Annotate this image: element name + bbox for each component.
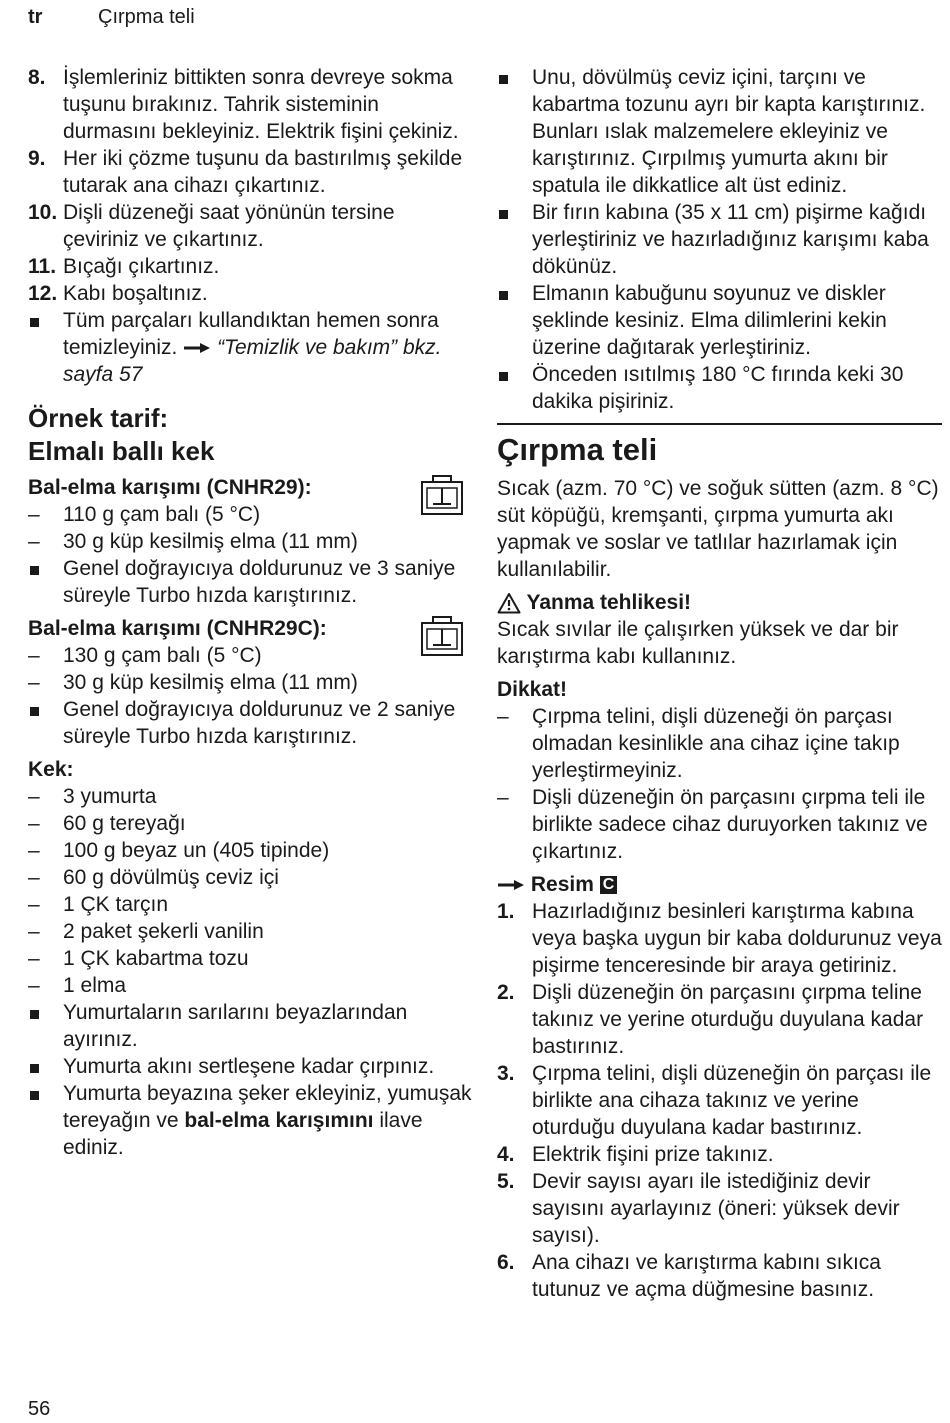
left-column — [28, 64, 473, 1161]
ingredient-item: – 60 g dövülmüş ceviz içi — [28, 866, 279, 889]
ingredient-item: – 1 ÇK tarçın — [28, 893, 169, 916]
bullet-square-icon — [30, 1010, 39, 1019]
ingredient-item: – 100 g beyaz un (405 tipinde) — [28, 839, 330, 862]
arrow-right-icon — [497, 879, 525, 891]
bullet-square-icon — [30, 566, 39, 575]
instruction-item: Yumurta beyazına şeker ekleyiniz, yumuşak tereyağın ve bal-elma karışımını ilave ediniz. — [28, 1080, 473, 1161]
mix1-heading: Bal-elma karışımı (CNHR29): — [28, 474, 473, 501]
instruction-item: Elmanın kabuğunu soyunuz ve diskler şeklinde kesiniz. Elma dilimlerini kekin üzerine dağıtarak yerleştiriniz. — [497, 280, 942, 361]
instruction-item: Önceden ısıtılmış 180 °C fırında keki 30 dakika pişiriniz. — [497, 361, 942, 415]
ingredient-item: – 60 g tereyağı — [28, 812, 186, 835]
page-number: 56 — [28, 1398, 51, 1420]
ingredient-item: – 30 g küp kesilmiş elma (11 mm) — [28, 530, 358, 553]
caution-heading: Dikkat! — [497, 678, 568, 701]
caution-item: – Çırpma telini, dişli düzeneği ön parçası olmadan kesinlikle ana cihaz içine takıp yerleştirmeyiniz. — [497, 705, 900, 782]
step-item: 9. Her iki çözme tuşunu da bastırılmış şekilde tutarak ana cihazı çıkartınız. — [28, 147, 463, 197]
intro-text: Sıcak (azm. 70 °C) ve soğuk sütten (azm. 8 °C) süt köpüğü, kremşanti, çırpma yumurta akı yapmak ve soslar ve tatlılar hazırlamak için kullanılabilir. — [497, 477, 939, 581]
ingredient-item: – 1 ÇK kabartma tozu — [28, 947, 249, 970]
instruction-item: Genel doğrayıcıya doldurunuz ve 2 saniye süreyle Turbo hızda karıştırınız. — [28, 696, 473, 750]
warning-text: Sıcak sıvılar ile çalışırken yüksek ve dar bir karıştırma kabı kullanınız. — [497, 618, 899, 668]
instruction-item: Yumurta akını sertleşene kadar çırpınız. — [28, 1053, 473, 1080]
language-code: tr — [28, 6, 43, 28]
recipe-title: Örnek tarif: Elmalı ballı kek — [28, 403, 215, 466]
caution-item: – Dişli düzeneğin ön parçasını çırpma teli ile birlikte sadece cihaz duruyorken takınız ve çıkartınız. — [497, 786, 928, 863]
step-item: 1. Hazırladığınız besinleri karıştırma kabına veya başka uygun bir kaba doldurunuz veya pişirme tenceresinde bir araya getiriniz. — [497, 900, 942, 977]
arrow-right-icon — [183, 342, 211, 354]
instruction-item: Unu, dövülmüş ceviz içini, tarçını ve kabartma tozunu ayrı bir kapta karıştırınız. Bunları ıslak malzemelere ekleyiniz ve karıştırınız. Çırpılmış yumurta akını bir spatula ile dikkatlice alt üst ediniz. — [497, 64, 942, 199]
ingredient-item: – 130 g çam balı (5 °C) — [28, 644, 262, 667]
step-item: 2. Dişli düzeneğin ön parçasını çırpma teline takınız ve yerine oturduğu duyulana kadar bastırınız. — [497, 981, 924, 1058]
step-item: 8. İşlemleriniz bittikten sonra devreye sokma tuşunu bırakınız. Tahrik sisteminin durmasını bekleyiniz. Elektrik fişini çekiniz. — [28, 66, 459, 143]
instruction-item: Genel doğrayıcıya doldurunuz ve 3 saniye süreyle Turbo hızda karıştırınız. — [28, 555, 473, 609]
bullet-square-icon — [499, 75, 508, 84]
step-item: 6. Ana cihazı ve karıştırma kabını sıkıca tutunuz ve açma düğmesine basınız. — [497, 1251, 881, 1301]
warning-triangle-icon — [497, 592, 521, 614]
bullet-square-icon — [30, 1091, 39, 1100]
instruction-item: Bir fırın kabına (35 x 11 cm) pişirme kağıdı yerleştiriniz ve hazırladığınız karışımı kaba dökünüz. — [497, 199, 942, 280]
bullet-square-icon — [30, 318, 39, 327]
right-column — [497, 64, 942, 1303]
bullet-square-icon — [30, 707, 39, 716]
ingredient-item: – 3 yumurta — [28, 785, 157, 808]
step-item: 12. Kabı boşaltınız. — [28, 282, 208, 305]
mix2-heading: Bal-elma karışımı (CNHR29C): — [28, 615, 473, 642]
page-header — [28, 4, 195, 31]
ingredient-item: – 110 g çam balı (5 °C) — [28, 503, 261, 526]
ingredient-item: – 30 g küp kesilmiş elma (11 mm) — [28, 671, 358, 694]
step-item: 11. Bıçağı çıkartınız. — [28, 255, 220, 278]
header-title: Çırpma teli — [98, 6, 195, 28]
step-item: 3. Çırpma telini, dişli düzeneğin ön parçası ile birlikte ana cihaza takınız ve yerine oturduğu duyulana kadar bastırınız. — [497, 1062, 932, 1139]
bullet-square-icon — [499, 291, 508, 300]
bullet-square-icon — [30, 1064, 39, 1073]
figure-badge: C — [600, 876, 618, 894]
warning-heading: Yanma tehlikesi! — [497, 589, 942, 616]
bullet-square-icon — [499, 372, 508, 381]
ingredient-item: – 1 elma — [28, 974, 127, 997]
ingredient-item: – 2 paket şekerli vanilin — [28, 920, 264, 943]
instruction-item: Yumurtaların sarılarını beyazlarından ayırınız. — [28, 999, 473, 1053]
figure-reference: Resim C — [497, 871, 942, 898]
page-reference: “Temizlik ve bakım” bkz. sayfa 57 — [63, 336, 442, 386]
step-item: 5. Devir sayısı ayarı ile istediğiniz devir sayısını ayarlayınız (öneri: yüksek devir sayısı). — [497, 1170, 900, 1247]
step-item: 10. Dişli düzeneği saat yönünün tersine çeviriniz ve çıkartınız. — [28, 201, 395, 251]
cake-heading: Kek: — [28, 758, 74, 781]
bullet-square-icon — [499, 210, 508, 219]
section-title: Çırpma teli — [497, 423, 942, 469]
clean-note: Tüm parçaları kullandıktan hemen sonra temizleyiniz. “Temizlik ve bakım” bkz. sayfa 57 — [28, 307, 473, 388]
step-item: 4. Elektrik fişini prize takınız. — [497, 1143, 774, 1166]
